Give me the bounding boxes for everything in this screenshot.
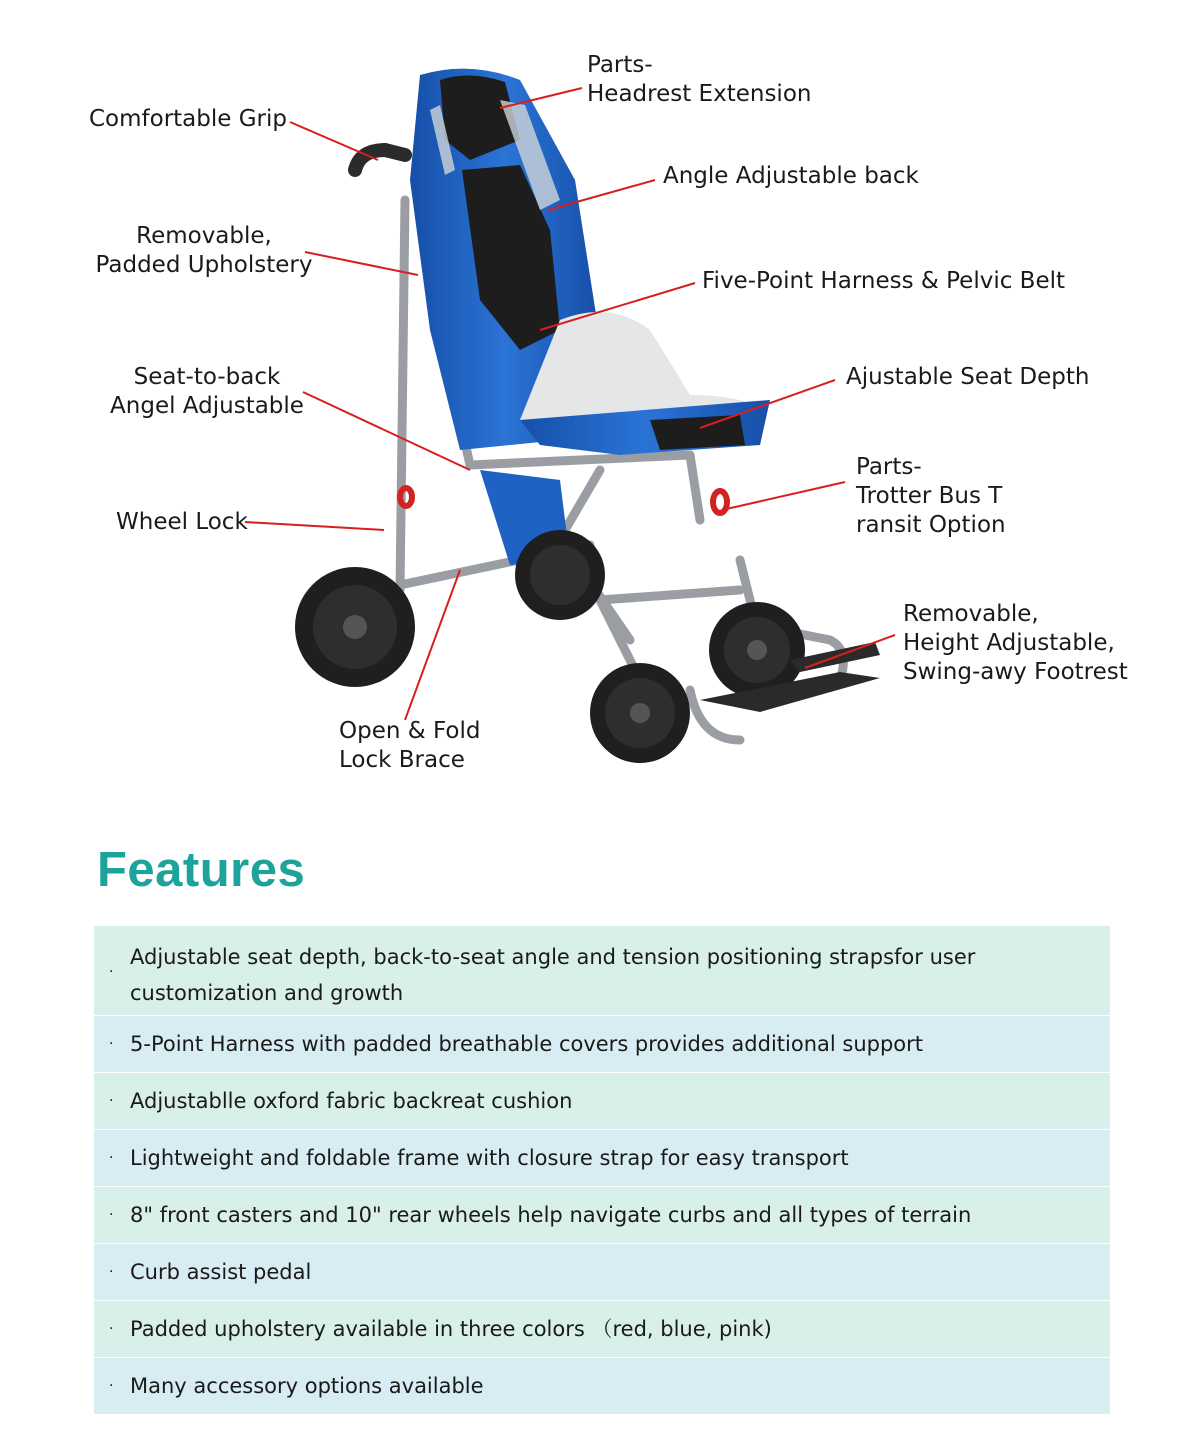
callout-comfortable-grip <box>89 105 287 134</box>
callout-transit-line1: Parts- <box>856 454 922 480</box>
callout-footrest <box>903 600 1128 687</box>
callout-lock-brace-line2: Lock Brace <box>339 747 465 773</box>
callout-upholstery-line1: Removable, <box>136 223 272 249</box>
callout-transit-line3: ransit Option <box>856 512 1006 538</box>
feature-item <box>94 1073 1110 1130</box>
callout-headrest-line2: Headrest Extension <box>587 81 812 107</box>
feature-text: 8" front casters and 10" rear wheels help navigate curbs and all types of terrain <box>130 1203 972 1227</box>
callout-wheel-lock <box>116 508 248 537</box>
callout-wheel-lock-text: Wheel Lock <box>116 509 248 535</box>
callout-comfortable-grip-text: Comfortable Grip <box>89 106 287 132</box>
bullet-dot: · <box>109 964 114 980</box>
callout-transit-line2: Trotter Bus T <box>856 483 1003 509</box>
callout-upholstery-line2: Padded Upholstery <box>95 252 313 278</box>
callout-footrest-line3: Swing-awy Footrest <box>903 659 1128 685</box>
feature-text: Adjustable seat depth, back-to-seat angle and tension positioning strapsfor user customization and growth <box>130 945 976 1005</box>
features-heading: Features <box>97 843 306 897</box>
callout-seat-to-back-angle <box>107 363 307 421</box>
feature-item <box>94 1301 1110 1358</box>
feature-text: Padded upholstery available in three colors （red, blue, pink) <box>130 1317 772 1341</box>
callout-lock-brace-line1: Open & Fold <box>339 718 481 744</box>
callout-five-point-harness <box>702 267 1065 296</box>
feature-text: Adjustablle oxford fabric backreat cushion <box>130 1089 573 1113</box>
feature-text: 5-Point Harness with padded breathable covers provides additional support <box>130 1032 924 1056</box>
feature-item <box>94 1244 1110 1301</box>
feature-item <box>94 1130 1110 1187</box>
callout-lock-brace <box>339 717 480 775</box>
bullet-dot: · <box>109 1378 114 1394</box>
callout-seat-to-back-line2: Angel Adjustable <box>110 393 304 419</box>
bullet-dot: · <box>109 1264 114 1280</box>
callout-transit-option <box>856 453 1006 540</box>
features-list <box>94 926 1110 1415</box>
callout-seat-to-back-line1: Seat-to-back <box>133 364 281 390</box>
bullet-dot: · <box>109 1321 114 1337</box>
feature-item <box>94 1016 1110 1073</box>
feature-text: Many accessory options available <box>130 1374 484 1398</box>
callout-footrest-line1: Removable, <box>903 601 1039 627</box>
callout-padded-upholstery <box>93 222 315 280</box>
bullet-dot: · <box>109 1093 114 1109</box>
callout-angle-back-text: Angle Adjustable back <box>663 163 919 189</box>
callout-headrest-line1: Parts- <box>587 52 653 78</box>
bullet-dot: · <box>109 1207 114 1223</box>
callout-footrest-line2: Height Adjustable, <box>903 630 1115 656</box>
feature-item <box>94 926 1110 1016</box>
callout-seat-depth <box>846 363 1089 392</box>
callout-harness-text: Five-Point Harness & Pelvic Belt <box>702 268 1066 294</box>
callout-headrest-extension <box>587 51 811 109</box>
callout-seat-depth-text: Ajustable Seat Depth <box>846 364 1090 390</box>
feature-item <box>94 1187 1110 1244</box>
feature-text: Lightweight and foldable frame with closure strap for easy transport <box>130 1146 849 1170</box>
callout-angle-adjustable-back <box>663 162 919 191</box>
bullet-dot: · <box>109 1150 114 1166</box>
feature-text: Curb assist pedal <box>130 1260 312 1284</box>
bullet-dot: · <box>109 1036 114 1052</box>
feature-item <box>94 1358 1110 1415</box>
